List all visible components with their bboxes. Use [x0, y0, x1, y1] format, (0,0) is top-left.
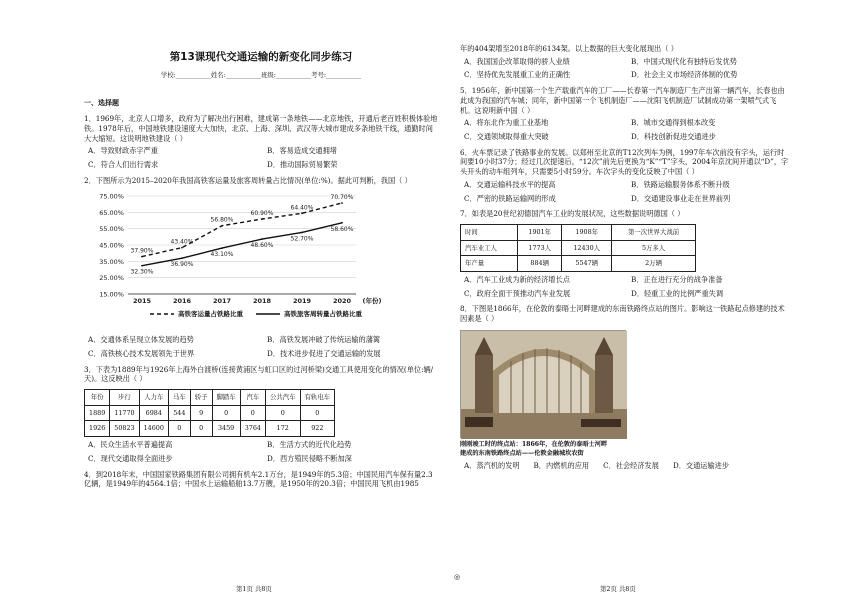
question-4: 4．到2018年末，中国国家铁路集团有限公司拥有机车2.1万台，是1949年的5.3倍；中国民用汽车保有量2.3亿辆，是1949年的4564.1倍；中国水上运输船舶13.7万艘，是1950年的20.3倍；中国民用飞机由1985 [84, 469, 433, 489]
x-tick-label: 2020 [332, 296, 352, 305]
option[interactable]: C．交通领域取得重大突破 [464, 132, 549, 142]
option[interactable]: C．高铁核心技术发展领先于世界 [88, 349, 195, 358]
option[interactable]: D．西方殖民侵略不断加深 [267, 453, 352, 463]
x-tick-label: 2019 [292, 296, 312, 305]
cell: 9 [190, 405, 212, 421]
header-cell: 步行 [110, 390, 139, 406]
header-cell: 1908年 [562, 225, 612, 241]
cell: 年产量 [461, 256, 518, 272]
option[interactable]: B．中国式现代化有独特后发优势 [631, 56, 737, 66]
cell: 3459 [212, 421, 240, 437]
cell: 6984 [139, 405, 168, 421]
cell: 5547辆 [562, 256, 612, 272]
option[interactable]: D．交通建设事业走在世界前列 [631, 193, 731, 203]
header-cell: 年份 [85, 390, 110, 406]
station-photo [460, 330, 626, 438]
rail-share-chart [84, 190, 382, 330]
bridge-traffic-table [84, 389, 335, 437]
q3-options [84, 440, 438, 463]
question-7: 7．如表是20世纪初德国汽车工业的发展状况，这些数据说明德国（ ） [460, 209, 685, 219]
left-column [84, 0, 438, 489]
data-label: 43.40% [170, 238, 194, 246]
y-tick-label: 35.00% [99, 257, 124, 266]
option[interactable]: C．符合人们出行需求 [88, 160, 159, 170]
cell: 汽车业工人 [461, 240, 518, 256]
header-cell: 轿子 [190, 390, 212, 406]
data-label: 48.60% [250, 241, 274, 249]
option[interactable]: A．汽车工业成为新的经济增长点 [464, 274, 570, 284]
data-label: 36.90% [170, 260, 194, 268]
caption-line: 刚刚竣工时的终点站：1866年，在伦敦的泰晤士河畔 [460, 440, 608, 448]
header-cell: 1901年 [518, 225, 562, 241]
cell: 884辆 [518, 256, 562, 272]
cell: 544 [168, 405, 190, 421]
header-cell: 汽车 [240, 390, 265, 406]
data-point [221, 224, 223, 226]
data-point [261, 238, 263, 240]
q4-options [460, 57, 790, 80]
q8-options [460, 461, 790, 471]
data-label: 70.70% [330, 193, 354, 201]
option[interactable]: D．轻重工业的比例严重失调 [631, 288, 724, 298]
option[interactable]: B．高铁发展冲破了传统运输的藩篱 [267, 335, 381, 345]
page-number-left: 第1页 共8页 [236, 585, 272, 593]
option[interactable]: A．将东北作为重工业基地 [464, 118, 549, 128]
x-axis-label: (年份) [362, 296, 382, 305]
option[interactable]: D．社会主义市场经济体制的优势 [631, 70, 738, 80]
option[interactable]: A．民众生活水平普遍提高 [88, 440, 173, 450]
data-point [181, 246, 183, 248]
x-tick-label: 2017 [212, 296, 232, 305]
data-label: 64.40% [290, 203, 314, 211]
legend-label: 高铁旅客周转量占铁路比重 [284, 309, 362, 318]
student-info: 学校:___________姓名:___________班级:___________考号:___________ [160, 71, 362, 80]
cell: 0 [300, 405, 335, 421]
table-row [461, 240, 696, 256]
option[interactable]: B．内燃机的应用 [533, 461, 590, 471]
option[interactable]: C．社会经济发展 [603, 461, 659, 471]
data-point [141, 264, 143, 266]
header-cell: 时间 [461, 225, 518, 241]
cell: 0 [212, 405, 240, 421]
y-tick-label: 75.00% [99, 192, 124, 201]
header-cell: 脚踏车 [212, 390, 240, 406]
data-label: 58.60% [330, 225, 354, 233]
option[interactable]: C．坚持优先发展重工业的正确性 [464, 70, 571, 80]
page-title: 第13课现代交通运输的新变化同步练习 [169, 51, 353, 63]
table-row [461, 256, 696, 272]
x-tick-label: 2015 [132, 296, 152, 305]
option[interactable]: A．交通体系呈现立体发展的趋势 [88, 335, 194, 345]
data-point [181, 257, 183, 259]
header-cell: 有轨电车 [300, 390, 335, 406]
header-cell: 第一次世界大战前 [612, 225, 696, 241]
question-3: 3．下表为1889年与1926年上海外白渡桥(连接黄浦区与虹口区的过河桥梁)交通工具使用变化的情况(单位:辆/天)。这反映出（ ） [84, 364, 434, 384]
section-heading: 一、选择题 [84, 98, 119, 107]
data-point [301, 212, 303, 214]
q2-options [84, 335, 438, 358]
option[interactable]: B．正在进行充分的战争准备 [631, 274, 723, 284]
table-header-row [461, 225, 696, 241]
data-label: 60.90% [250, 209, 274, 217]
legend-label: 高铁客运量占铁路比重 [178, 309, 243, 318]
option[interactable]: D．推动国际贸易繁荣 [267, 160, 338, 170]
option[interactable]: B．生活方式的近代化趋势 [267, 440, 352, 450]
cell: 12430人 [562, 240, 612, 256]
cell: 0 [190, 421, 212, 437]
photo-caption [460, 440, 790, 459]
q5-options [460, 118, 790, 141]
header-cell: 马车 [168, 390, 190, 406]
y-tick-label: 15.00% [99, 290, 124, 299]
cell: 2万辆 [612, 256, 696, 272]
option[interactable]: C．政府全面干预推动汽车业发展 [464, 288, 571, 298]
cell: 0 [240, 405, 265, 421]
y-tick-label: 25.00% [99, 273, 124, 282]
data-point [221, 247, 223, 249]
data-label: 52.70% [290, 234, 314, 242]
question-6: 6．火车票记录了铁路事业的发展。以郑州至北京的T12次列车为例，1997年车次前没有字头，运行时间要10小时37分；经过几次提速后，“12次”前先后更换为“K”“T”字头，2004年京沈间开通以“D”，字头开头的动车组列车，只需要5小时59分。车次字头的变化反映了中国（ ） [460, 147, 789, 177]
cell: 922 [300, 421, 335, 437]
question-5: 5．1956年，新中国第一个生产载重汽车的工厂——长春第一汽车制造厂生产出第一辆汽车，长春也由此成为我国的汽车城；同年，新中国第一个飞机制造厂——沈阳飞机制造厂试制成功第一架喷气式飞机。这说明新中国（ ） [460, 86, 785, 115]
question-2: 2．下图所示为2015–2020年我国高铁客运量及旅客周转量占比情况(单位:%)。据此可判断，我国（ ） [84, 175, 412, 185]
y-tick-label: 65.00% [99, 208, 124, 217]
x-tick-label: 2016 [172, 296, 192, 305]
cell: 50823 [110, 421, 139, 437]
x-tick-label: 2018 [252, 296, 272, 305]
cell: 3764 [240, 421, 265, 437]
cell: 14600 [139, 421, 168, 437]
option[interactable]: C．严密的铁路运输网的形成 [464, 193, 556, 203]
data-point [341, 202, 343, 204]
option[interactable]: D．技术进步促进了交通运输的发展 [267, 349, 381, 358]
option[interactable]: D．交通运输进步 [672, 461, 730, 471]
q1-options [84, 146, 438, 169]
table-header-row [85, 390, 335, 406]
caption-line: 建成的东南铁路终点站——伦敦金融城坎农街 [460, 450, 584, 458]
data-point [141, 255, 143, 257]
option[interactable]: D．科技创新促进交通进步 [631, 132, 716, 142]
option[interactable]: B．城市交通得到根本改变 [631, 118, 716, 128]
data-label: 43.10% [210, 250, 234, 258]
question-1: 1．1969年，北京人口增多，政府为了解决出行困难，建成第一条地铁——北京地铁，开通后老百姓积极体验地铁。1978年后，中国地铁建设速度大大加快，北京、上海、深圳、武汉等大城市建成多条地铁干线，通勤时间大大缩短。这说明地铁建设（ ） [84, 114, 438, 143]
data-point [301, 231, 303, 233]
option[interactable]: A．蒸汽机的发明 [464, 461, 520, 471]
option[interactable]: A．我国国企改革取得的骄人业绩 [464, 56, 570, 66]
right-column [460, 0, 790, 471]
data-label: 32.30% [130, 268, 154, 276]
cell: 11770 [110, 405, 139, 421]
option[interactable]: C．现代交通取得全面进步 [88, 453, 173, 463]
table-row [85, 421, 335, 437]
option[interactable]: A．交通运输科技水平的提高 [464, 179, 556, 189]
station-illustration [461, 331, 627, 439]
binding-mark-icon: ◎ [454, 573, 461, 581]
option[interactable]: B．铁路运输服务体系不断升级 [631, 179, 730, 189]
data-point [261, 218, 263, 220]
y-tick-label: 45.00% [99, 241, 124, 250]
cell: 172 [265, 421, 300, 437]
cell: 5万多人 [612, 240, 696, 256]
data-label: 37.90% [130, 247, 154, 255]
page-number-right: 第2页 共8页 [600, 585, 636, 593]
q7-options [460, 275, 790, 298]
cell: 1926 [85, 421, 110, 437]
data-point [341, 221, 343, 223]
option[interactable]: A．导致财政赤字严重 [88, 146, 158, 156]
question-4-continued: 年的404架增至2018年的6134架。以上数据的巨大变化展现出（ ） [460, 44, 678, 53]
data-label: 56.80% [210, 216, 234, 224]
q6-options [460, 180, 790, 203]
question-8: 8．下图是1866年，在伦敦的泰晤士河畔建成的东南铁路终点站的图片。影响这一铁路起点修建的技术因素是（ ） [460, 304, 785, 324]
y-tick-label: 55.00% [99, 224, 124, 233]
header-cell: 公共汽车 [265, 390, 300, 406]
cell: 0 [265, 405, 300, 421]
header-cell: 人力车 [139, 390, 168, 406]
cell: 1773人 [518, 240, 562, 256]
cell: 0 [168, 421, 190, 437]
cell: 1889 [85, 405, 110, 421]
table-row [85, 405, 335, 421]
auto-industry-table [460, 224, 696, 272]
option[interactable]: B．客易造成交通拥堵 [267, 146, 337, 156]
